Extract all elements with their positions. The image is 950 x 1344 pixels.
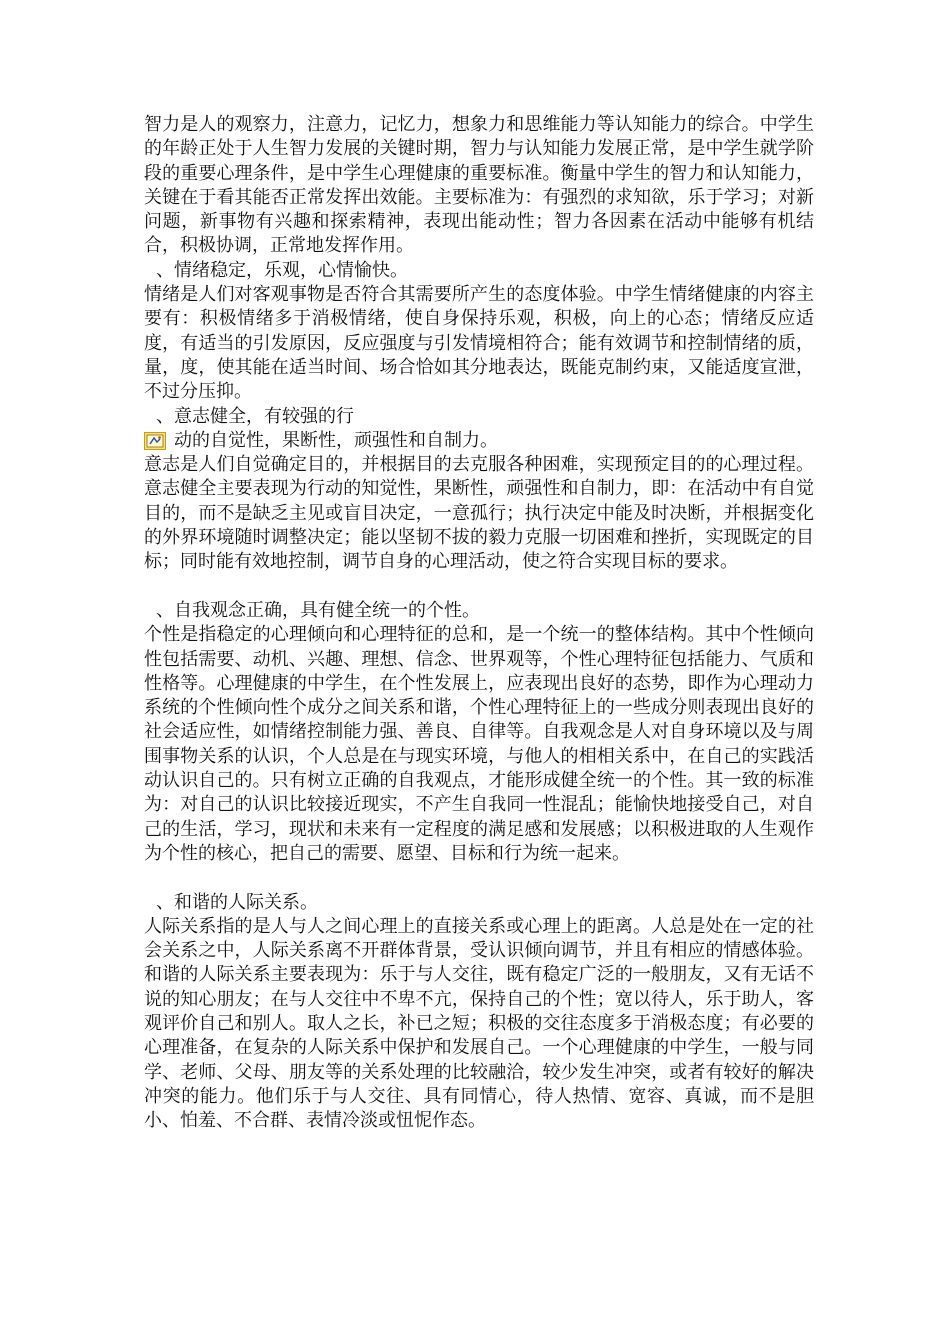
paragraph-will: 意志是人们自觉确定目的，并根据目的去克服各种困难，实现预定目的的心理过程。意志健全主要表现为行动的知觉性，果断性，顽强性和自制力，即：在活动中有自觉目的，而不是缺乏主见或盲目决定，一意孤行；执行决定中能及时决断，并根据变化的外界环境随时调整决定；能以坚韧不拔的毅力克服一切困难和挫折，实现既定的目标；同时能有效地控制，调节自身的心理活动，使之符合实现目标的要求。 — [144, 454, 814, 573]
heading-emotion: 、情绪稳定，乐观，心情愉快。 — [156, 259, 408, 281]
paragraph-emotion: 情绪是人们对客观事物是否符合其需要所产生的态度体验。中学生情绪健康的内容主要有：积极情绪多于消极情绪，使自身保持乐观，积极，向上的心态；情绪反应适度，有适当的引发原因，反应强度与引发情境相符合；能有效调节和控制情绪的质，量，度，使其能在适当时间、场合恰如其分地表达，既能克制约束，又能适度宣泄，不过分压抑。 — [144, 284, 814, 403]
blank-line — [144, 866, 814, 890]
blank-line — [144, 575, 814, 599]
document-body — [144, 113, 814, 1133]
heading-relationships: 、和谐的人际关系。 — [156, 891, 318, 913]
paragraph-intelligence: 智力是人的观察力，注意力，记忆力，想象力和思维能力等认知能力的综合。中学生的年龄正处于人生智力发展的关键时期，智力与认知能力发展正常，是中学生就学阶段的重要心理条件，是中学生心理健康的重要标准。衡量中学生的智力和认知能力，关键在于看其能否正常发挥出效能。主要标准为：有强烈的求知欲，乐于学习；对新问题，新事物有兴趣和探索精神，表现出能动性；智力各因素在活动中能够有机结合，积极协调，正常地发挥作用。 — [144, 114, 814, 257]
heading-will-continuation-line — [144, 429, 814, 453]
broken-image-icon — [144, 432, 166, 450]
paragraph-relationships: 人际关系指的是人与人之间心理上的直接关系或心理上的距离。人总是处在一定的社会关系之中，人际关系离不开群体背景，受认识倾向调节，并且有相应的情感体验。和谐的人际关系主要表现为：乐于与人交往，既有稳定广泛的一般朋友，又有无话不说的知心朋友；在与人交往中不卑不亢，保持自己的个性；宽以待人，乐于助人，客观评价自己和别人。取人之长，补已之短；积极的交往态度多于消极态度；有必要的心理准备，在复杂的人际关系中保护和发展自己。一个心理健康的中学生，一般与同学、老师、父母、朋友等的关系处理的比较融洽，较少发生冲突，或者有较好的解决冲突的能力。他们乐于与人交往、具有同情心，待人热情、宽容、真诚，而不是胆小、怕羞、不合群、表情冷淡或忸怩作态。 — [144, 915, 814, 1132]
paragraph-self-concept: 个性是指稳定的心理倾向和心理特征的总和，是一个统一的整体结构。其中个性倾向性包括需要、动机、兴趣、理想、信念、世界观等，个性心理特征包括能力、气质和性格等。心理健康的中学生，在个性发展上，应表现出良好的态势，即作为心理动力系统的个性倾向性个成分之间关系和谐，个性心理特征上的一些成分则表现出良好的社会适应性，如情绪控制能力强、善良、自律等。自我观念是人对自身环境以及与周围事物关系的认识，个人总是在与现实环境，与他人的相相关系中，在自己的实践活动认识自己的。只有树立正确的自我观点，才能形成健全统一的个性。其一致的标准为：对自己的认识比较接近现实，不产生自我同一性混乱；能愉快地接受自己，对自己的生活，学习，现状和未来有一定程度的满足感和发展感；以积极进取的人生观作为个性的核心，把自己的需要、愿望、目标和行为统一起来。 — [144, 624, 814, 864]
heading-self-concept: 、自我观念正确，具有健全统一的个性。 — [156, 599, 480, 621]
heading-will: 、意志健全，有较强的行 — [156, 405, 354, 427]
heading-will-continuation: 动的自觉性，果断性，顽强性和自制力。 — [174, 429, 498, 451]
